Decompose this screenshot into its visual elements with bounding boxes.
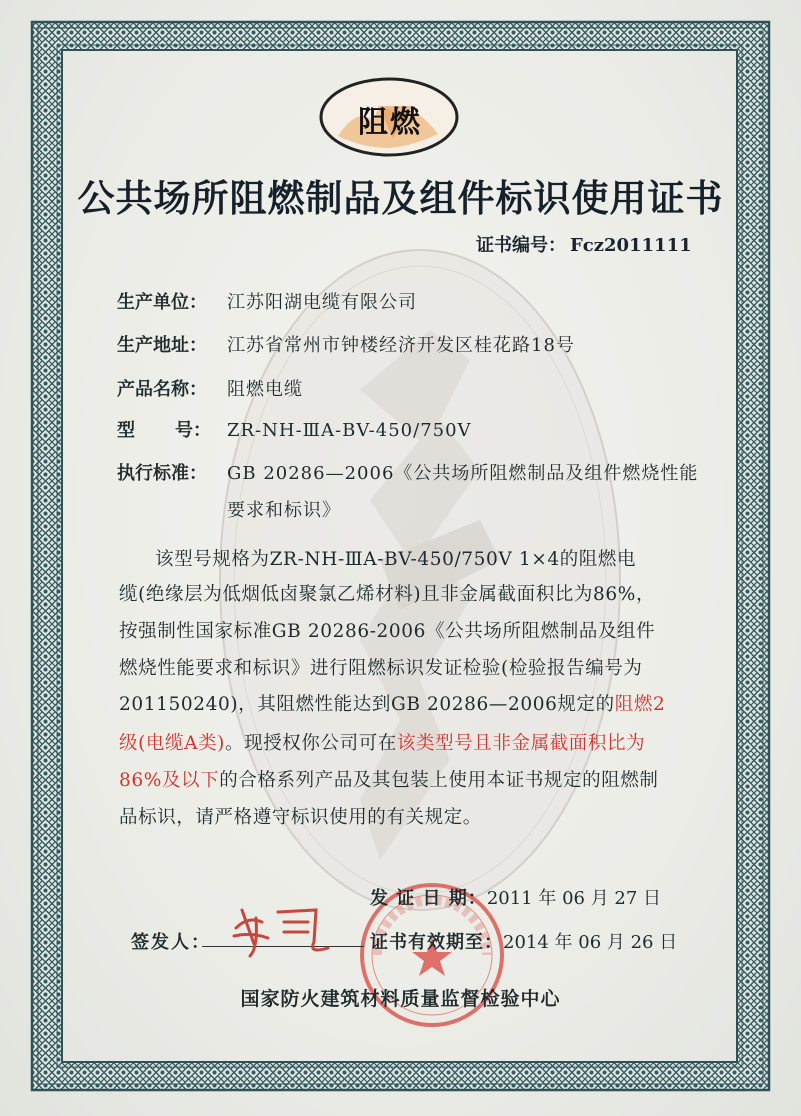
field-value: GB 20286—2006《公共场所阻燃制品及组件燃烧性能 [227, 463, 699, 484]
body-line-4: 燃烧性能要求和标识》进行阻燃标识发证检验(检验报告编号为 [119, 658, 643, 679]
logo-text: 阻燃 [358, 105, 422, 140]
field-value: ZR-NH-ⅢA-BV-450/750V [227, 420, 472, 441]
handwritten-signature [228, 898, 358, 958]
highlight-text: 该类型号且非金属截面积比为 [396, 733, 646, 754]
body-text: 的合格系列产品及其包装上使用本证书规定的阻燃制 [219, 770, 659, 791]
signer-label: 签发人： [131, 932, 211, 953]
field-manufacturer [117, 288, 417, 314]
body-line-5 [119, 690, 665, 716]
label-part: 型 [117, 420, 135, 441]
field-value: 阻燃电缆 [227, 379, 303, 400]
body-line-7 [119, 766, 659, 792]
field-label: 执行标准： [117, 463, 207, 484]
highlight-text: 86%及以下 [119, 770, 220, 791]
valid-until-value: 2014 年 06 月 26 日 [503, 932, 678, 953]
body-line-3: 按强制性国家标准GB 20286-2006《公共场所阻燃制品及组件 [119, 621, 656, 642]
highlight-text: 级(电缆A类) [119, 733, 225, 754]
field-value: 江苏阳湖电缆有限公司 [227, 292, 417, 313]
body-line-8: 品标识，请严格遵守标识使用的有关规定。 [119, 807, 482, 828]
body-line-6 [119, 729, 645, 755]
valid-until-label: 证书有效期至： [370, 932, 503, 953]
field-standard-continued: 要求和标识》 [227, 500, 341, 521]
field-label [117, 416, 211, 442]
body-line-1: 该型号规格为ZR-NH-ⅢA-BV-450/750V 1×4的阻燃电 [155, 549, 637, 570]
field-label: 生产地址： [117, 335, 207, 356]
body-text: 201150240)，其阻燃性能达到GB 20286—2006规定的 [119, 694, 615, 715]
highlight-text: 阻燃2 [614, 694, 666, 715]
body-line-2: 缆(绝缘层为低烟低卤聚氯乙烯材料)且非金属截面积比为86%， [119, 584, 656, 605]
field-standard [117, 459, 698, 485]
body-text: 。现授权你公司可在 [225, 733, 397, 754]
field-label: 产品名称： [117, 379, 207, 400]
issue-date [370, 884, 661, 910]
label-part: 号： [175, 420, 211, 441]
certificate-number-label: 证书编号： [476, 235, 566, 256]
certificate-title: 公共场所阻燃制品及组件标识使用证书 [77, 177, 724, 220]
certificate-number [476, 231, 692, 257]
field-product-name [117, 375, 303, 401]
issue-date-value: 2011 年 06 月 27 日 [486, 888, 662, 909]
field-label: 生产单位： [117, 292, 207, 313]
issue-date-label: 发 证 日 期： [370, 888, 487, 909]
issuing-authority: 国家防火建筑材料质量监督检验中心 [240, 988, 561, 1010]
field-value: 江苏省常州市钟楼经济开发区桂花路18号 [227, 335, 575, 356]
field-address [117, 331, 575, 357]
certificate-number-value: Fcz2011111 [570, 235, 692, 256]
valid-until [370, 928, 677, 954]
field-model [117, 416, 472, 442]
